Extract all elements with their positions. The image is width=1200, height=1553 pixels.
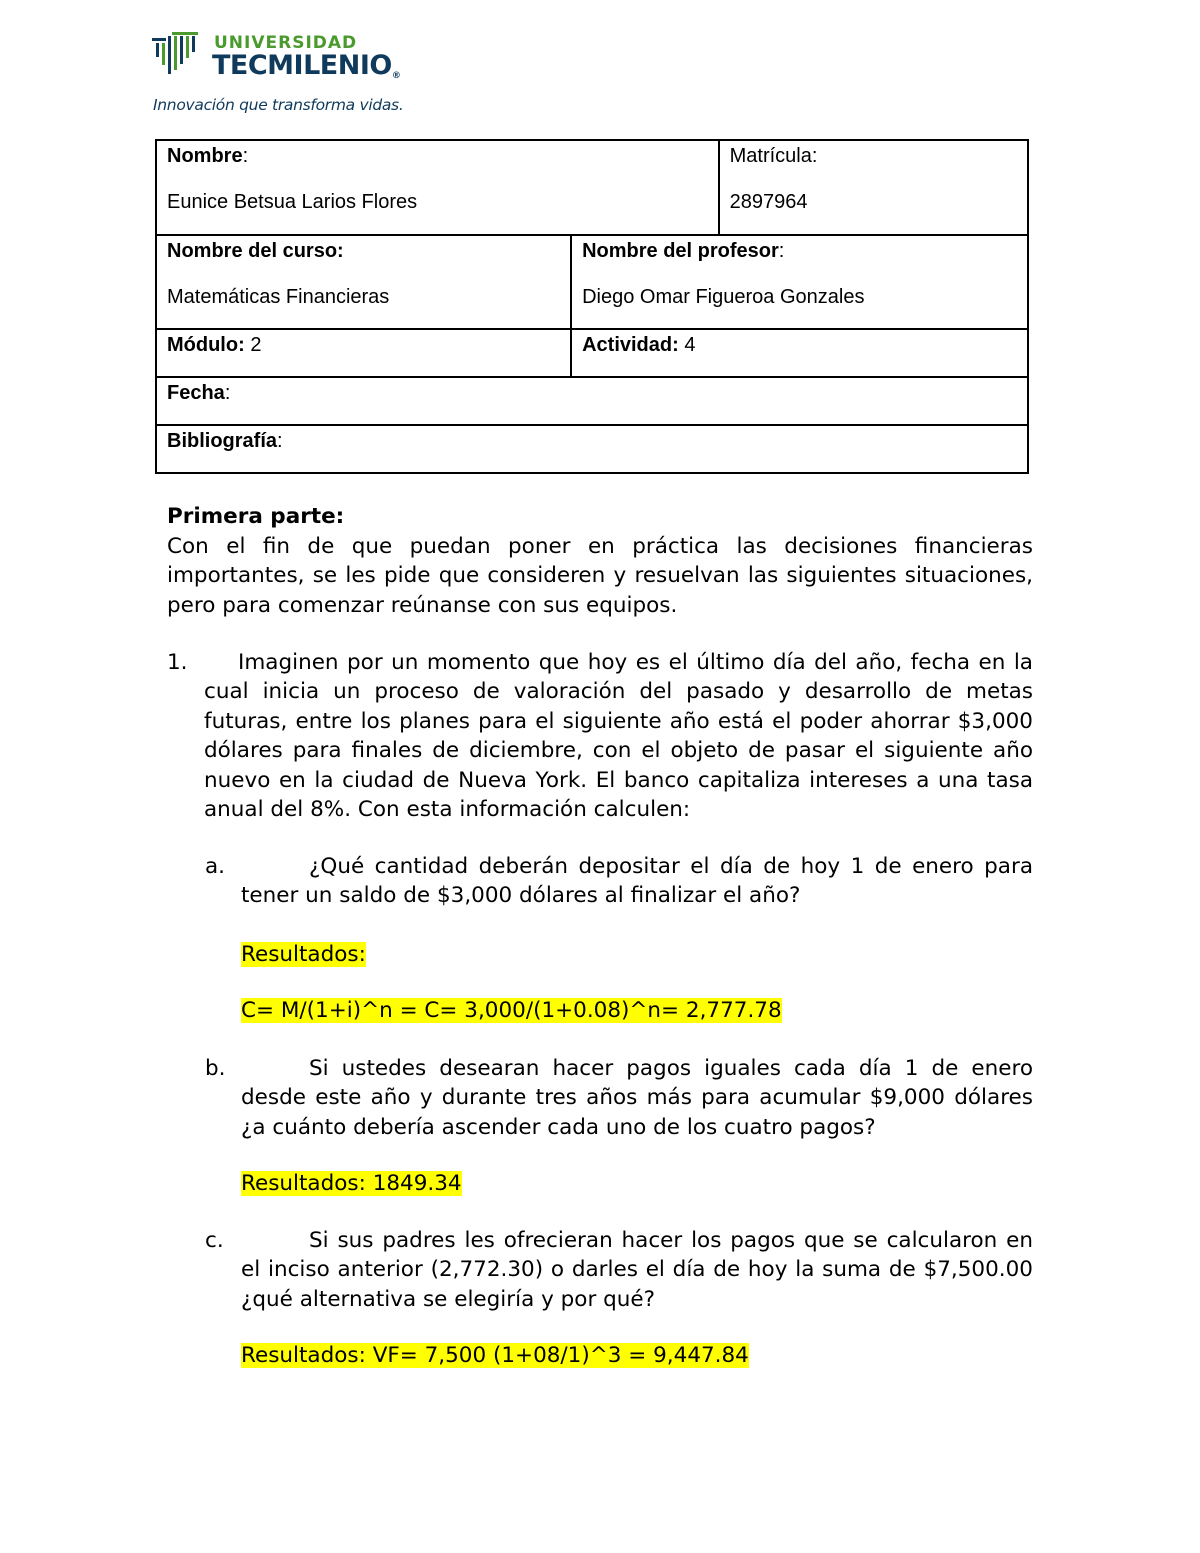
bibliografia-cell	[156, 425, 1028, 473]
list-item-number: 1.	[167, 650, 188, 675]
nombre-cell	[156, 140, 719, 235]
modulo-line	[167, 333, 560, 357]
sub-item-a	[205, 852, 1033, 911]
actividad-line	[582, 333, 1017, 357]
matricula-value: 2897964	[729, 191, 808, 213]
sub-item-c	[205, 1226, 1033, 1314]
result-a-label	[241, 940, 1033, 969]
profesor-value: Diego Omar Figueroa Gonzales	[582, 286, 865, 308]
tecmilenio-emblem-icon	[152, 32, 208, 80]
matricula-cell	[719, 140, 1028, 235]
nombre-label-line: Nombre:	[167, 145, 249, 167]
bibliografia-label: Bibliografía	[167, 430, 278, 452]
bibliografia-line: Bibliografía:	[167, 430, 283, 452]
result-c	[241, 1341, 1033, 1370]
registered-mark-icon: ®	[391, 71, 401, 81]
university-logo	[152, 30, 452, 120]
table-row	[156, 329, 1028, 377]
result-c-text: Resultados: VF= 7,500 (1+08/1)^3 = 9,447.84	[241, 1343, 749, 1368]
table-row	[156, 377, 1028, 425]
matricula-label: Matrícula:	[729, 145, 818, 167]
modulo-cell	[156, 329, 571, 377]
curso-label: Nombre del curso:	[167, 240, 344, 262]
logo-tagline: Innovación que transforma vidas.	[153, 96, 404, 114]
primera-parte-heading: Primera parte:	[167, 504, 345, 529]
logo-university-text: UNIVERSIDAD	[214, 33, 358, 53]
fecha-label: Fecha	[167, 382, 225, 404]
fecha-cell	[156, 377, 1028, 425]
modulo-label: Módulo:	[167, 334, 245, 356]
result-b-text: Resultados: 1849.34	[241, 1171, 462, 1196]
actividad-value: 4	[684, 334, 696, 356]
result-a-formula	[241, 996, 1033, 1025]
logo-brand-name: TECMILENIO	[212, 50, 392, 81]
nombre-value: Eunice Betsua Larios Flores	[167, 191, 418, 213]
curso-cell	[156, 235, 571, 329]
fecha-line: Fecha:	[167, 382, 231, 404]
section-heading	[167, 502, 1033, 531]
profesor-cell	[571, 235, 1028, 329]
actividad-label: Actividad:	[582, 334, 679, 356]
list-item-1-text: Imaginen por un momento que hoy es el último día del año, fecha en la cual inicia un proceso de valoración del pasado y desarrollo de metas futuras, entre los planes para el siguiente año está el poder ahorrar $3,000 dólares para finales de diciembre, con el objeto de pasar el siguiente año nuevo en la ciudad de Nueva York. El banco capitaliza intereses a una tasa anual del 8%. Con esta información calculen:	[204, 650, 1033, 823]
sub-item-a-text: ¿Qué cantidad deberán depositar el día de hoy 1 de enero para tener un saldo de $3,000 dólares al finalizar el año?	[241, 854, 1033, 909]
result-a-formula-text: C= M/(1+i)^n = C= 3,000/(1+0.08)^n= 2,777.78	[241, 998, 782, 1023]
modulo-value: 2	[250, 334, 262, 356]
sub-item-letter: b.	[205, 1056, 226, 1081]
profesor-label-line: Nombre del profesor:	[582, 240, 785, 262]
student-info-table	[155, 139, 1029, 474]
sub-item-c-text: Si sus padres les ofrecieran hacer los pagos que se calcularon en el inciso anterior (2,772.30) o darles el día de hoy la suma de $7,500.00 ¿qué alternativa se elegiría y por qué?	[241, 1228, 1033, 1312]
sub-item-letter: c.	[205, 1228, 224, 1253]
table-row	[156, 140, 1028, 235]
sub-item-b	[205, 1054, 1033, 1142]
nombre-label: Nombre	[167, 145, 243, 167]
curso-value: Matemáticas Financieras	[167, 286, 390, 308]
intro-paragraph: Con el fin de que puedan poner en práctica las decisiones financieras importantes, se les pide que consideren y resuelvan las siguientes situaciones, pero para comenzar reúnanse con sus equipos.	[167, 534, 1033, 618]
table-row	[156, 235, 1028, 329]
sub-item-b-text: Si ustedes desearan hacer pagos iguales cada día 1 de enero desde este año y durante tres años más para acumular $9,000 dólares ¿a cuánto debería ascender cada uno de los cuatro pagos?	[241, 1056, 1033, 1140]
table-row	[156, 425, 1028, 473]
profesor-label: Nombre del profesor	[582, 240, 779, 262]
list-item-1	[167, 648, 1033, 824]
sub-item-letter: a.	[205, 854, 226, 879]
logo-brand-text	[212, 50, 400, 81]
result-b	[241, 1169, 1033, 1198]
actividad-cell	[571, 329, 1028, 377]
result-a-label-text: Resultados:	[241, 942, 366, 967]
